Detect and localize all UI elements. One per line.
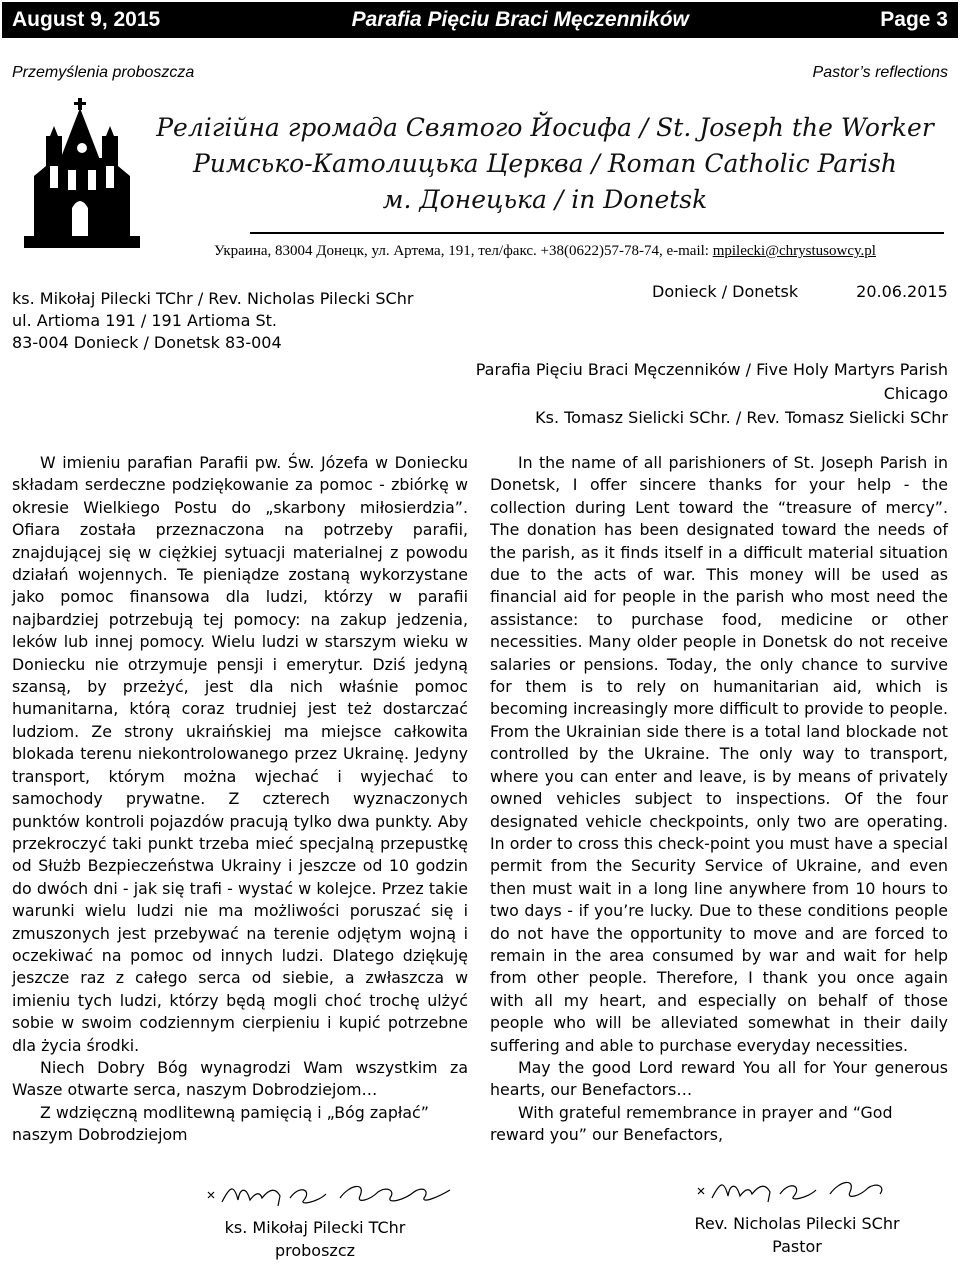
sender-address-block <box>12 288 413 354</box>
english-paragraph-2: May the good Lord reward You all for Your generous hearts, our Benefactors… <box>490 1057 948 1100</box>
sender-line: ul. Artioma 191 / 191 Artioma St. <box>12 311 278 330</box>
english-letter-column <box>490 452 948 1147</box>
section-title-english: Pastor’s reflections <box>812 64 948 81</box>
letterhead-line-3: м. Донецька / in Donetsk <box>382 185 708 214</box>
english-signature-icon <box>690 1174 960 1208</box>
english-signer-title: Pastor <box>772 1237 822 1256</box>
sender-line: ks. Mikołaj Pilecki TChr / Rev. Nicholas Pilecki SChr <box>12 289 414 308</box>
recipient-line: Parafia Pięciu Braci Męczenników / Five Holy Martyrs Parish <box>475 360 948 379</box>
address-text: Украина, 83004 Донецк, ул. Артема, 191, тел/факс. +38(0622)57-78-74, e-mail: <box>214 243 713 259</box>
polish-signature-icon <box>200 1178 500 1212</box>
page-header-bar <box>2 2 958 38</box>
place-date-line <box>652 282 948 301</box>
polish-letter-column <box>12 452 468 1147</box>
header-date: August 9, 2015 <box>12 8 161 31</box>
recipient-address-block <box>476 358 948 430</box>
polish-signer-title: proboszcz <box>274 1241 356 1260</box>
letterhead-line-1: Релігійна громада Святого Йосифа / St. Joseph the Worker <box>156 113 934 142</box>
letterhead-divider <box>250 232 944 234</box>
church-logo-icon <box>24 96 140 248</box>
polish-signature-block <box>190 1216 440 1262</box>
english-signer-name: Rev. Nicholas Pilecki SChr <box>694 1214 900 1233</box>
english-paragraph-1: In the name of all parishioners of St. Joseph Parish in Donetsk, I offer sincere thanks for your help - the collection during Lent toward the “treasure of mercy”. The donation has been designated toward the needs of the parish, as it finds itself in a difficult material situation due to the acts of war. This money will be used as financial aid for people in the parish who most need the assistance: to purchase food, medicine or other necessities. Many older people in Donetsk do not receive salaries or pensions. Today, the only chance to survive for them is to rely on humanitarian aid, which is becoming increasingly more difficult to provide to people. From the Ukrainian side there is a total land blockade not controlled by the Ukraine. The only way to transport, where you can enter and leave, is by means of privately owned vehicles subject to inspections. Of the four designated vehicle checkpoints, only two are operating. In order to cross this check-point you must have a special permit from the Security Service of Ukraine, and even then must wait in a long line anywhere from 10 hours to two days - if you’re lucky. Due to these conditions people do not have the opportunity to move and are forced to remain in the area consumed by war and wait for help from other people. Therefore, I thank you once again with all my heart, and especially on behalf of those people who will be alleviated somewhat in their daily suffering and able to purchase everyday necessities. <box>490 453 948 1055</box>
recipient-line: Ks. Tomasz Sielicki SChr. / Rev. Tomasz Sielicki SChr <box>535 408 948 427</box>
letterhead-address <box>150 243 940 260</box>
polish-paragraph-2: Niech Dobry Bóg wynagrodzi Wam wszystkim za Wasze otwarte serca, naszym Dobrodziejom… <box>12 1057 468 1100</box>
header-page-number: Page 3 <box>880 8 948 31</box>
email-link[interactable]: mpilecki@chrystusowcy.pl <box>712 243 876 259</box>
letterhead-line-2: Римсько-Католицька Церква / Roman Catholic Parish <box>192 149 898 178</box>
polish-paragraph-3: Z wdzięczną modlitewną pamięcią i „Bóg zapłać” naszym Dobrodziejom <box>12 1102 429 1145</box>
recipient-line: Chicago <box>883 384 948 403</box>
header-parish: Parafia Pięciu Braci Męczenników <box>351 8 689 31</box>
section-title-polish: Przemyślenia proboszcza <box>12 64 195 81</box>
letter-date: 20.06.2015 <box>856 282 948 301</box>
polish-paragraph-1: W imieniu parafian Parafii pw. Św. Józefa w Doniecku składam serdeczne podziękowanie za pomoc - zbiórkę w okresie Wielkiego Postu do „skarbony miłosierdzia”. Ofiara została przeznaczona na potrzeby parafii, znajdującej się w ciężkiej sytuacji materialnej z powodu działań wojennych. Te pieniądze zostaną wykorzystane jako pomoc finansowa dla ludzi, którzy w parafii najbardziej potrzebują tej pomocy: na zakup jedzenia, leków lub innej pomocy. Wielu ludzi w starszym wieku w Doniecku nie otrzymuje pensji i emerytur. Dziś jedyną szansą, by przeżyć, jest dla nich właśnie pomoc humanitarna, którą coraz trudniej jest też dostarczać ludziom. Ze strony ukraińskiej ma miejsce całkowita blokada terenu niekontrolowanego przez Ukrainę. Jedyny transport, którym można wjechać i wyjechać to samochody prywatne. Z czterech wyznaczonych punktów kontroli pojazdów pracują tylko dwa punkty. Aby przekroczyć taki punkt trzeba mieć specjalną przepustkę od Służb Bezpieczeństwa Ukrainy i jeszcze od 10 godzin do dwóch dni - jak się trafi - wystać w kolejce. Przez takie warunki wielu ludzi nie ma możliwości poruszać się i zmuszonych jest przebywać na terenie odjętym wojną i oczekiwać na pomoc od innych ludzi. Dlatego dziękuję jeszcze raz z całego serca od siebie, a zwłaszcza w imieniu tych ludzi, którzy będą mogli choć trochę ulżyć sobie w swoim codziennym cierpieniu i kupić potrzebne dla życia środki. <box>12 453 468 1055</box>
english-signature-block <box>672 1212 922 1258</box>
sender-line: 83-004 Donieck / Donetsk 83-004 <box>12 333 282 352</box>
polish-signer-name: ks. Mikołaj Pilecki TChr <box>224 1218 406 1237</box>
english-paragraph-3: With grateful remembrance in prayer and “God reward you” our Benefactors, <box>490 1102 893 1145</box>
letter-place: Donieck / Donetsk <box>652 282 799 301</box>
